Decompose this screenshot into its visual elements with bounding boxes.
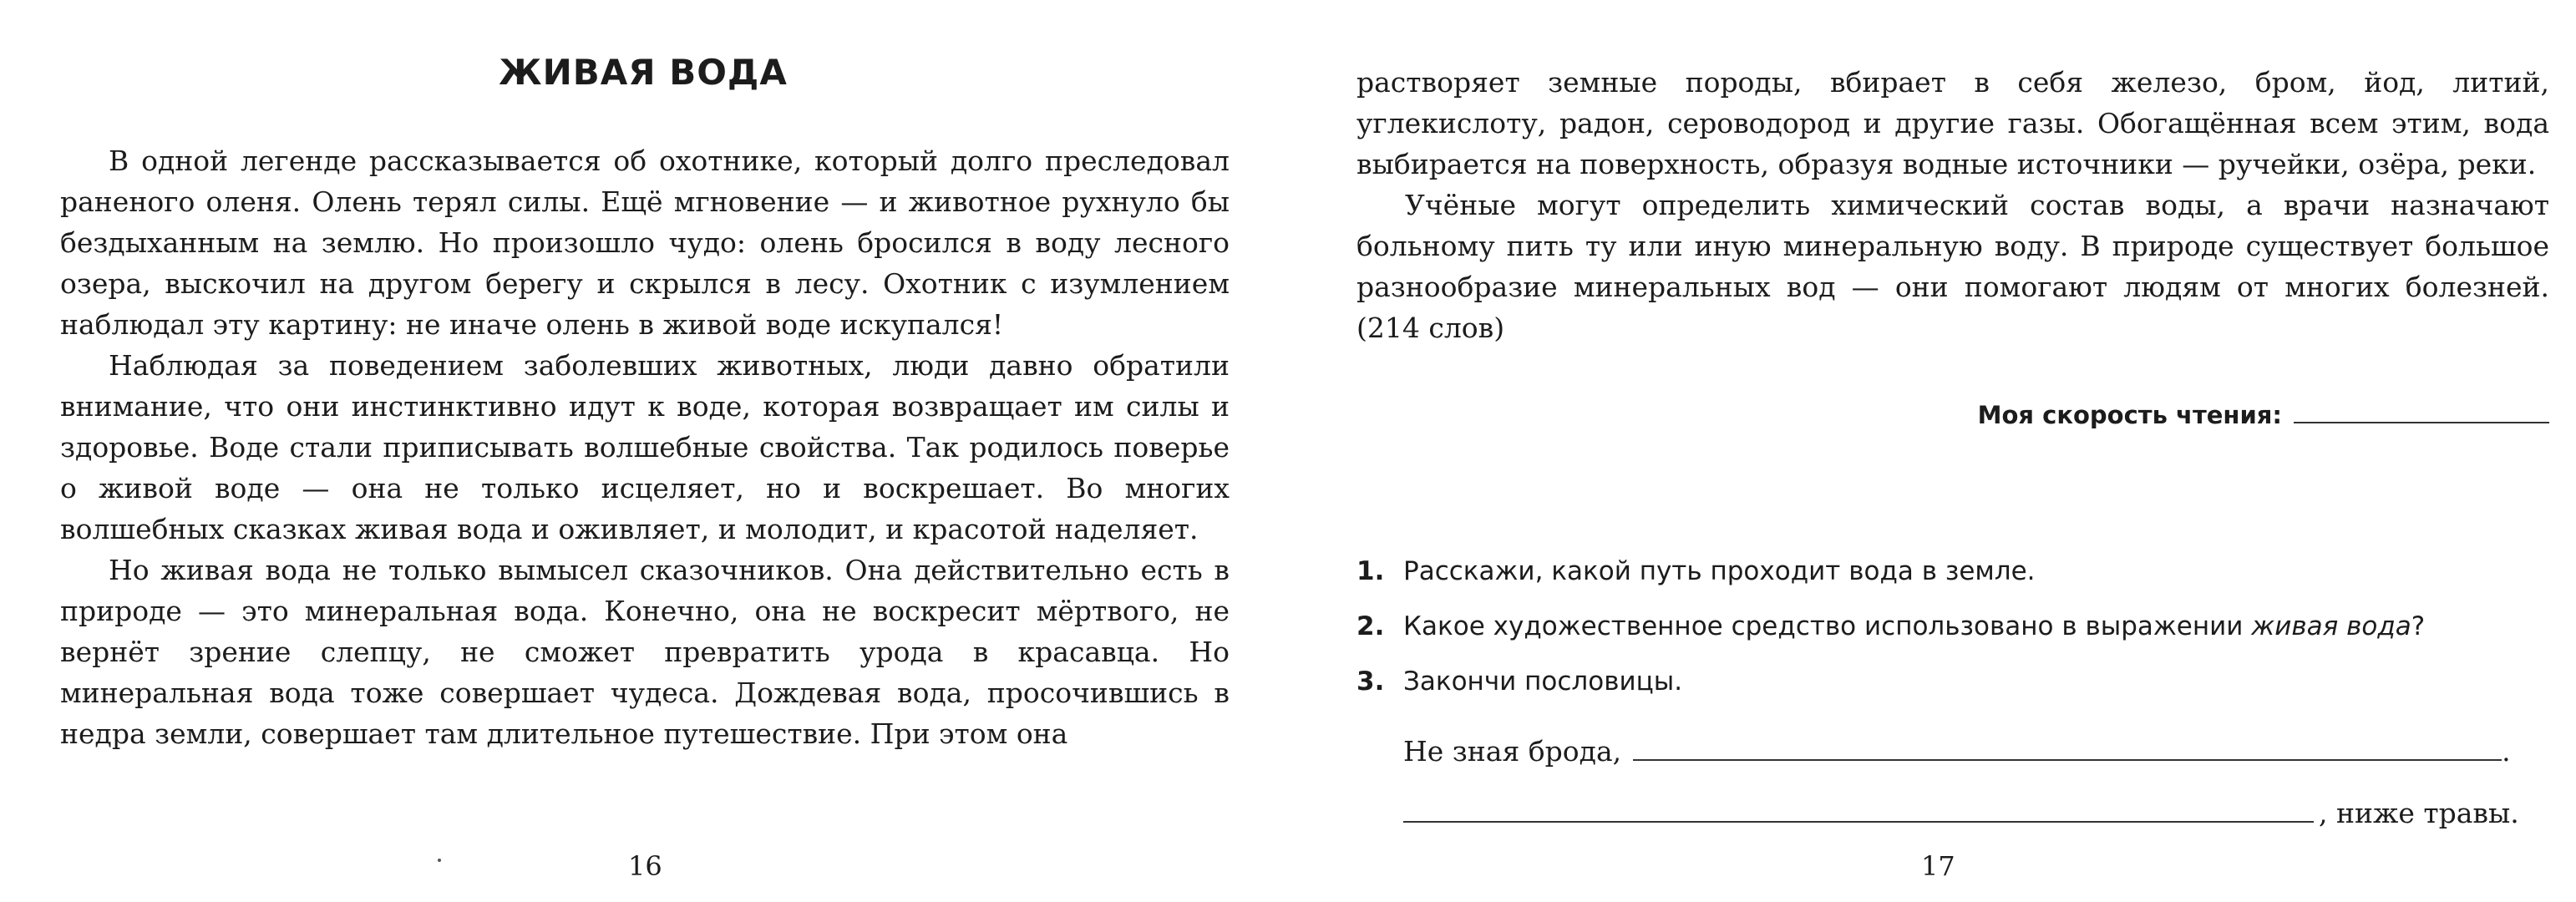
question-number: 1. bbox=[1356, 556, 1385, 586]
paragraph-2: Наблюдая за поведением заболевших животных, люди давно обратили внимание, что они инстинктивно идут к воде, которая возвращает им силы и здоровье. Воде стали приписывать волшебные свойства. Так родилось поверье о живой воде — она не только исцеляет, но и воскрешает. Во многих волшебных сказках живая вода и оживляет, и молодит, и красотой наделяет. bbox=[60, 349, 1230, 545]
question-number: 2. bbox=[1356, 611, 1385, 641]
page-title: ЖИВАЯ ВОДА bbox=[499, 52, 788, 93]
question-number: 3. bbox=[1356, 666, 1385, 697]
question-emphasis: живая вода bbox=[2251, 611, 2411, 641]
proverb-1 bbox=[1403, 735, 2511, 768]
story-text-right bbox=[1356, 62, 2549, 348]
page-number-left: 16 bbox=[628, 850, 662, 882]
proverb-2 bbox=[1403, 797, 2519, 829]
proverb-1-end: . bbox=[2502, 735, 2511, 768]
paragraph-1: В одной легенде рассказывается об охотнике, который долго преследовал раненого оленя. Олень терял силы. Ещё мгновение — и животное рухнуло бы бездыханным на землю. Но произошло чудо: олень бросился в воду лесного озера, выскочил на другом берегу и скрылся в лесу. Охотник с изумлением наблюдал эту картину: не иначе олень в живой воде искупался! bbox=[60, 144, 1230, 341]
reading-speed bbox=[1978, 401, 2549, 429]
question-item bbox=[1356, 666, 2559, 722]
right-page bbox=[1288, 0, 2576, 902]
question-text: Какое художественное средство использовано в выражении живая вода? bbox=[1403, 611, 2426, 641]
question-item bbox=[1356, 611, 2559, 666]
story-text-left bbox=[60, 140, 1230, 754]
proverb-2-blank[interactable] bbox=[1403, 799, 2314, 823]
question-text: Расскажи, какой путь проходит вода в земле. bbox=[1403, 556, 2036, 586]
question-text: Закончи пословицы. bbox=[1403, 666, 1683, 697]
proverb-2-end: , ниже травы. bbox=[2319, 797, 2519, 829]
reading-speed-label: Моя скорость чтения: bbox=[1977, 401, 2282, 429]
page-number-right: 17 bbox=[1921, 850, 1955, 882]
paragraph-continuation: растворяет земные породы, вбирает в себя железо, бром, йод, литий, углекислоту, радон, сероводород и другие газы. Обогащённая всем этим, вода выбирается на поверхность, образуя водные источники — ручейки, озёра, реки. bbox=[1356, 66, 2549, 180]
paragraph-4: Учёные могут определить химический состав воды, а врачи назначают больному пить ту или иную минеральную воду. В природе существует большое разнообразие минеральных вод — они помогают людям от многих болезней. (214 слов) bbox=[1356, 189, 2549, 344]
reading-speed-blank[interactable] bbox=[2294, 402, 2549, 423]
question-item bbox=[1356, 556, 2559, 611]
proverb-1-blank[interactable] bbox=[1633, 737, 2502, 761]
questions-list bbox=[1356, 556, 2559, 722]
paragraph-3: Но живая вода не только вымысел сказочников. Она действительно есть в природе — это минеральная вода. Конечно, она не воскресит мёртвого, не вернёт зрение слепцу, не сможет превратить урода в красавца. Но минеральная вода тоже совершает чудеса. Дождевая вода, просочившись в недра земли, совершает там длительное путешествие. При этом она bbox=[60, 554, 1230, 750]
print-speck bbox=[438, 859, 441, 862]
proverb-1-start: Не зная брода, bbox=[1403, 735, 1622, 768]
